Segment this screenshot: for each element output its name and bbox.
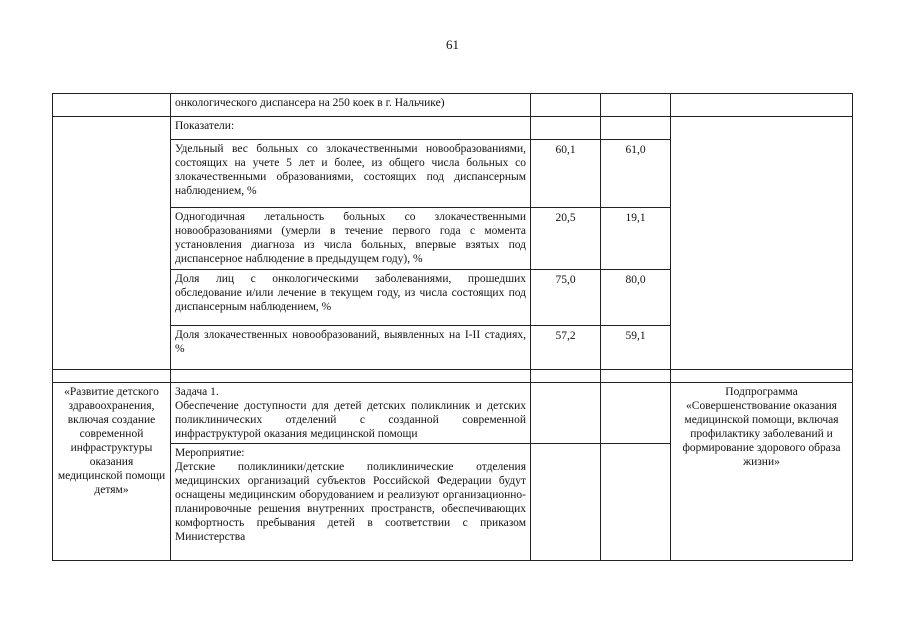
indicator-value-a: 60,1: [531, 140, 601, 208]
table-cell: [671, 94, 853, 117]
indicator-value-b: 61,0: [601, 140, 671, 208]
table-cell: [171, 370, 531, 383]
task-cell: [171, 383, 531, 444]
table-cell: онкологического диспансера на 250 коек в г. Нальчике): [171, 94, 531, 117]
table-cell: [53, 370, 171, 383]
indicator-value-a: 75,0: [531, 270, 601, 326]
indicator-value-b: 80,0: [601, 270, 671, 326]
table-cell: [53, 94, 171, 117]
document-table: [52, 93, 853, 561]
table-cell: [601, 383, 671, 444]
table-cell: [531, 117, 601, 140]
table-cell: [531, 383, 601, 444]
table-cell: [601, 370, 671, 383]
table-row: [53, 94, 853, 117]
indicator-value-a: 20,5: [531, 208, 601, 270]
table-cell: [531, 94, 601, 117]
activity-text: Детские поликлиники/детские поликлинические отделения медицинских организаций субъектов Российской Федерации будут оснащены медицинским оборудованием и реализуют организационно-планировочные решения внутренних пространств, обеспечивающих комфортность пребывания детей в соответствии с приказом Министерства: [175, 461, 526, 543]
table-cell: [531, 370, 601, 383]
table-cell: [671, 117, 853, 370]
page-number: 61: [446, 37, 459, 52]
subprogram-name: Подпрограмма «Совершенствование оказания медицинской помощи, включая профилактику заболеваний и формирование здорового образа жизни»: [671, 383, 853, 561]
indicator-value-a: 57,2: [531, 326, 601, 370]
table-cell: [671, 370, 853, 383]
table-cell: [531, 444, 601, 561]
table-cell: [53, 117, 171, 370]
indicator-text: Одногодичная летальность больных со злокачественными новообразованиями (умерли в течение первого года с момента установления диагноза из числа больных, впервые взятых под диспансерное наблюдение в предыдущем году), %: [171, 208, 531, 270]
table-row: [53, 383, 853, 444]
table-cell: [601, 94, 671, 117]
indicator-text: Доля лиц с онкологическими заболеваниями, прошедших обследование и/или лечение в текущем году, из числа состоящих под диспансерным наблюдением, %: [171, 270, 531, 326]
indicator-value-b: 19,1: [601, 208, 671, 270]
indicators-label: Показатели:: [171, 117, 531, 140]
activity-cell: [171, 444, 531, 561]
indicator-value-b: 59,1: [601, 326, 671, 370]
indicator-text: Доля злокачественных новообразований, выявленных на I-II стадиях, %: [171, 326, 531, 370]
activity-title: Мероприятие:: [175, 447, 245, 459]
table-row: [53, 117, 853, 140]
table-cell: [601, 117, 671, 140]
table-row: [53, 370, 853, 383]
project-name: «Развитие детского здравоохранения, включая создание современной инфраструктуры оказания медицинской помощи детям»: [53, 383, 171, 561]
task-title: Задача 1.: [175, 386, 219, 398]
indicator-text: Удельный вес больных со злокачественными новообразованиями, состоящих на учете 5 лет и более, из общего числа больных со злокачественными образованиями, состоящих под диспансерным наблюдением, %: [171, 140, 531, 208]
table-cell: [601, 444, 671, 561]
task-text: Обеспечение доступности для детей детских поликлиник и детских поликлинических отделений с созданной современной инфраструктурой оказания медицинской помощи: [175, 400, 526, 440]
